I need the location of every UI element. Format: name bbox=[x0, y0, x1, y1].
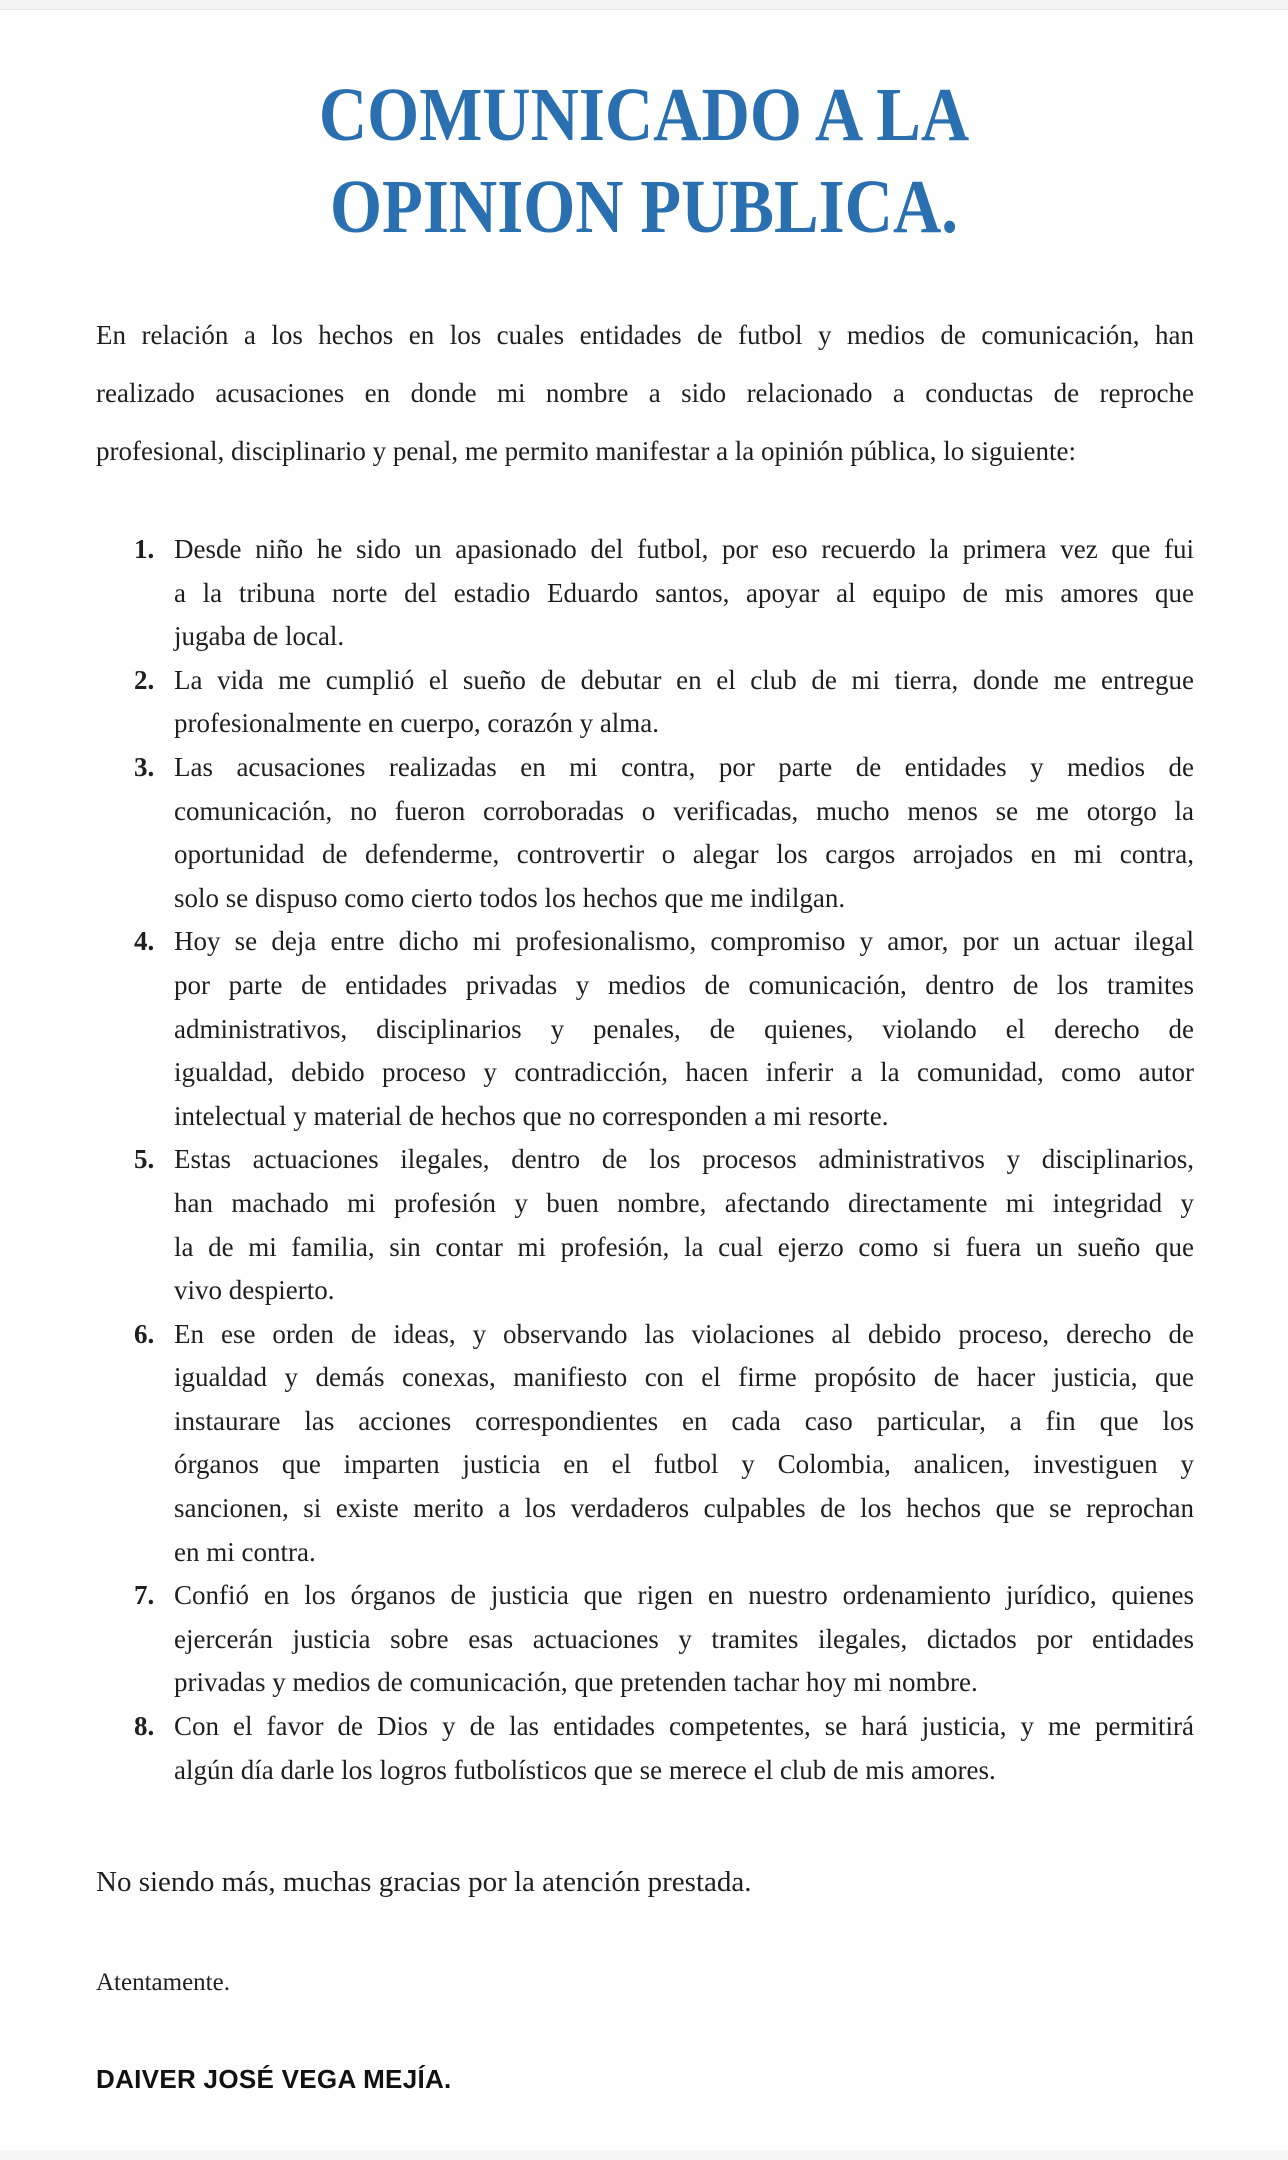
title-line-1: COMUNICADO A LA bbox=[318, 72, 970, 157]
statement-number: 8. bbox=[134, 1711, 155, 1742]
statement-number: 4. bbox=[134, 926, 155, 957]
statement-line: Hoy se deja entre dicho mi profesionalismo, compromiso y amor, por un actuar ilegal bbox=[174, 926, 1194, 957]
statement-line: por parte de entidades privadas y medios de comunicación, dentro de los tramites bbox=[174, 969, 1194, 1000]
statement-line: órganos que imparten justicia en el futbol y Colombia, analicen, investiguen y bbox=[174, 1449, 1194, 1480]
statement-item bbox=[134, 1705, 1194, 1792]
statement-number: 2. bbox=[134, 664, 155, 695]
statement-item bbox=[134, 1574, 1194, 1705]
statement-line: intelectual y material de hechos que no corresponden a mi resorte. bbox=[174, 1100, 889, 1131]
statement-line: Con el favor de Dios y de las entidades competentes, se hará justicia, y me permitirá bbox=[174, 1711, 1194, 1742]
statement-line: La vida me cumplió el sueño de debutar en el club de mi tierra, donde me entregue bbox=[174, 664, 1194, 695]
statement-line: Desde niño he sido un apasionado del futbol, por eso recuerdo la primera vez que fui bbox=[174, 534, 1194, 564]
intro-line: En relación a los hechos en los cuales entidades de futbol y medios de comunicación, han bbox=[96, 320, 1194, 350]
statement-line: a la tribuna norte del estadio Eduardo santos, apoyar al equipo de mis amores que bbox=[174, 577, 1194, 608]
statement-line: han machado mi profesión y buen nombre, afectando directamente mi integridad y bbox=[174, 1187, 1194, 1218]
statement-item bbox=[134, 528, 1194, 659]
statement-line: En ese orden de ideas, y observando las violaciones al debido proceso, derecho de bbox=[174, 1318, 1194, 1349]
statement-line: administrativos, disciplinarios y penales, de quienes, violando el derecho de bbox=[174, 1013, 1194, 1044]
statement-item bbox=[134, 1138, 1194, 1312]
statement-number: 1. bbox=[134, 534, 155, 564]
statement-line: privadas y medios de comunicación, que pretenden tachar hoy mi nombre. bbox=[174, 1667, 978, 1698]
statement-line: Estas actuaciones ilegales, dentro de los procesos administrativos y disciplinarios, bbox=[174, 1144, 1194, 1175]
statement-line: oportunidad de defenderme, controvertir o alegar los cargos arrojados en mi contra, bbox=[174, 839, 1194, 870]
statement-number: 5. bbox=[134, 1144, 155, 1175]
signature-name: DAIVER JOSÉ VEGA MEJÍA. bbox=[96, 2064, 452, 2094]
statement-line: la de mi familia, sin contar mi profesión, la cual ejerzo como si fuera un sueño que bbox=[174, 1231, 1194, 1262]
closing-sentence: No siendo más, muchas gracias por la atención prestada. bbox=[96, 1866, 752, 1898]
statement-line: algún día darle los logros futbolísticos que se merece el club de mis amores. bbox=[174, 1754, 996, 1785]
statement-item bbox=[134, 920, 1194, 1138]
statement-item bbox=[134, 1313, 1194, 1575]
bottom-edge-strip bbox=[0, 2150, 1288, 2160]
regards-line: Atentamente. bbox=[96, 1969, 230, 1996]
statement-line: en mi contra. bbox=[174, 1536, 316, 1567]
statement-line: profesionalmente en cuerpo, corazón y alma. bbox=[174, 708, 660, 739]
statement-line: solo se dispuso como cierto todos los hechos que me indilgan. bbox=[174, 882, 846, 913]
statement-number: 6. bbox=[134, 1318, 155, 1349]
intro-paragraph bbox=[96, 306, 1194, 480]
statement-line: instaurare las acciones correspondientes en cada caso particular, a fin que los bbox=[174, 1405, 1194, 1436]
intro-line: realizado acusaciones en donde mi nombre a sido relacionado a conductas de reproche bbox=[96, 378, 1194, 408]
top-edge-strip bbox=[0, 0, 1288, 10]
statement-item bbox=[134, 746, 1194, 920]
statement-number: 3. bbox=[134, 751, 155, 782]
intro-line: profesional, disciplinario y penal, me permito manifestar a la opinión pública, lo siguiente: bbox=[96, 436, 1076, 466]
statement-line: Las acusaciones realizadas en mi contra, por parte de entidades y medios de bbox=[174, 751, 1194, 782]
statement-line: ejercerán justicia sobre esas actuaciones y tramites ilegales, dictados por entidades bbox=[174, 1623, 1194, 1654]
statement-line: sancionen, si existe merito a los verdaderos culpables de los hechos que se reprochan bbox=[174, 1493, 1194, 1524]
statement-line: comunicación, no fueron corroboradas o verificadas, mucho menos se me otorgo la bbox=[174, 795, 1194, 826]
statement-line: vivo despierto. bbox=[174, 1275, 335, 1306]
statement-line: igualdad, debido proceso y contradicción, hacen inferir a la comunidad, como autor bbox=[174, 1057, 1194, 1088]
statement-list bbox=[134, 528, 1194, 1792]
title-line-2: OPINION PUBLICA. bbox=[330, 164, 958, 249]
statement-line: igualdad y demás conexas, manifiesto con el firme propósito de hacer justicia, que bbox=[174, 1362, 1194, 1393]
statement-number: 7. bbox=[134, 1580, 155, 1611]
statement-line: jugaba de local. bbox=[174, 621, 345, 652]
statement-item bbox=[134, 659, 1194, 746]
document-title bbox=[77, 69, 1210, 253]
statement-line: Confió en los órganos de justicia que rigen en nuestro ordenamiento jurídico, quienes bbox=[174, 1580, 1194, 1611]
